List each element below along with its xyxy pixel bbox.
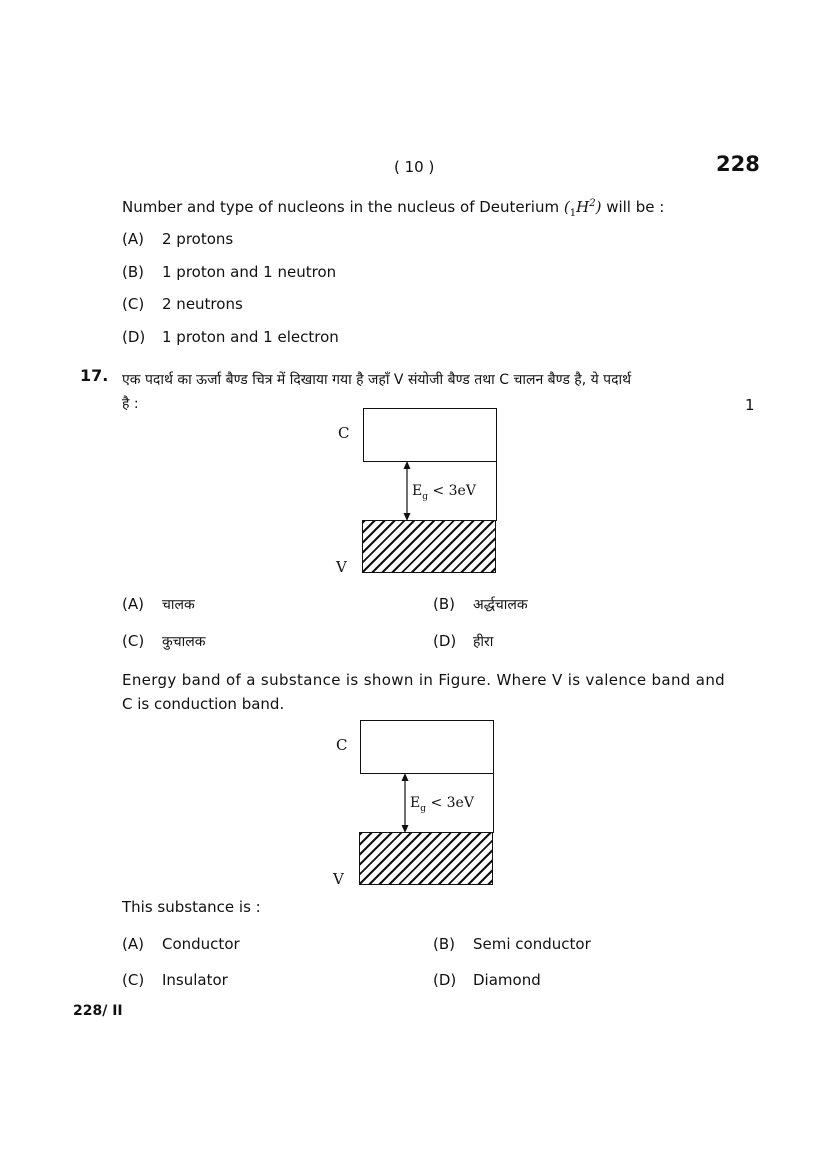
option-letter: (B): [433, 935, 455, 953]
option-letter: (B): [122, 263, 144, 281]
option-text: अर्द्धचालक: [473, 597, 528, 613]
q16-text-after: will be :: [601, 198, 665, 216]
footer-code: 228/ II: [73, 1003, 123, 1019]
option-text: Conductor: [162, 935, 240, 953]
page-marker: ( 10 ): [394, 158, 435, 176]
q16-text-before: Number and type of nucleons in the nucleus of Deuterium: [122, 198, 564, 216]
q17-english-question: This substance is :: [122, 898, 261, 916]
band-edge-line: [493, 773, 494, 833]
valence-band-label: V: [333, 870, 344, 888]
option-letter: (D): [433, 971, 457, 989]
option-text: चालक: [162, 597, 195, 613]
energy-gap-label: $E_g < 3eV$: [412, 483, 476, 502]
q17-english-line2: C is conduction band.: [122, 695, 285, 713]
option-letter: (D): [433, 632, 457, 650]
conduction-band-label: C: [336, 736, 348, 754]
option-text: 2 neutrons: [162, 295, 243, 313]
conduction-band: [363, 408, 497, 462]
valence-band: [362, 520, 496, 573]
q16-option-b: [122, 263, 336, 281]
option-text: कुचालक: [162, 634, 206, 650]
band-edge-line: [496, 461, 497, 521]
valence-band: [359, 832, 493, 885]
conduction-band: [360, 720, 494, 774]
q16-option-a: [122, 230, 233, 248]
option-text: Insulator: [162, 971, 228, 989]
option-text: Semi conductor: [473, 935, 591, 953]
option-text: हीरा: [473, 634, 494, 650]
q17-hindi-option-c: [122, 632, 206, 651]
option-letter: (A): [122, 595, 144, 613]
option-text: 2 protons: [162, 230, 234, 248]
q16-option-d: [122, 328, 339, 346]
q17-marks: 1: [745, 396, 755, 414]
q17-english-option-d: [433, 971, 541, 989]
deuterium-formula: $(_1H^2)$: [563, 198, 602, 219]
option-letter: (D): [122, 328, 146, 346]
option-letter: (C): [122, 632, 145, 650]
option-letter: (A): [122, 935, 144, 953]
q17-english-option-a: [122, 935, 240, 953]
q17-hindi-line1: एक पदार्थ का ऊर्जा बैण्ड चित्र में दिखाया गया है जहाँ V संयोजी बैण्ड तथा C चालन बैण्ड है, ये पदार्थ: [122, 372, 632, 388]
q17-hindi-line2: है :: [122, 396, 139, 412]
q17-hindi-option-a: [122, 595, 195, 614]
option-text: 1 proton and 1 neutron: [162, 263, 337, 281]
option-letter: (A): [122, 230, 144, 248]
q16-option-c: [122, 295, 243, 313]
option-text: Diamond: [473, 971, 541, 989]
q17-hindi-option-b: [433, 595, 528, 614]
energy-gap-label: $E_g < 3eV$: [410, 795, 474, 814]
q17-number: 17.: [80, 366, 109, 385]
q17-english-option-c: [122, 971, 228, 989]
paper-code: 228: [716, 152, 760, 176]
conduction-band-label: C: [338, 424, 350, 442]
option-letter: (C): [122, 295, 145, 313]
option-text: 1 proton and 1 electron: [162, 328, 339, 346]
option-letter: (C): [122, 971, 145, 989]
q17-hindi-option-d: [433, 632, 493, 651]
q17-english-line1: Energy band of a substance is shown in Figure. Where V is valence band and: [122, 671, 726, 689]
valence-band-label: V: [336, 558, 347, 576]
q17-english-option-b: [433, 935, 591, 953]
option-letter: (B): [433, 595, 455, 613]
q16-text: [122, 198, 664, 219]
